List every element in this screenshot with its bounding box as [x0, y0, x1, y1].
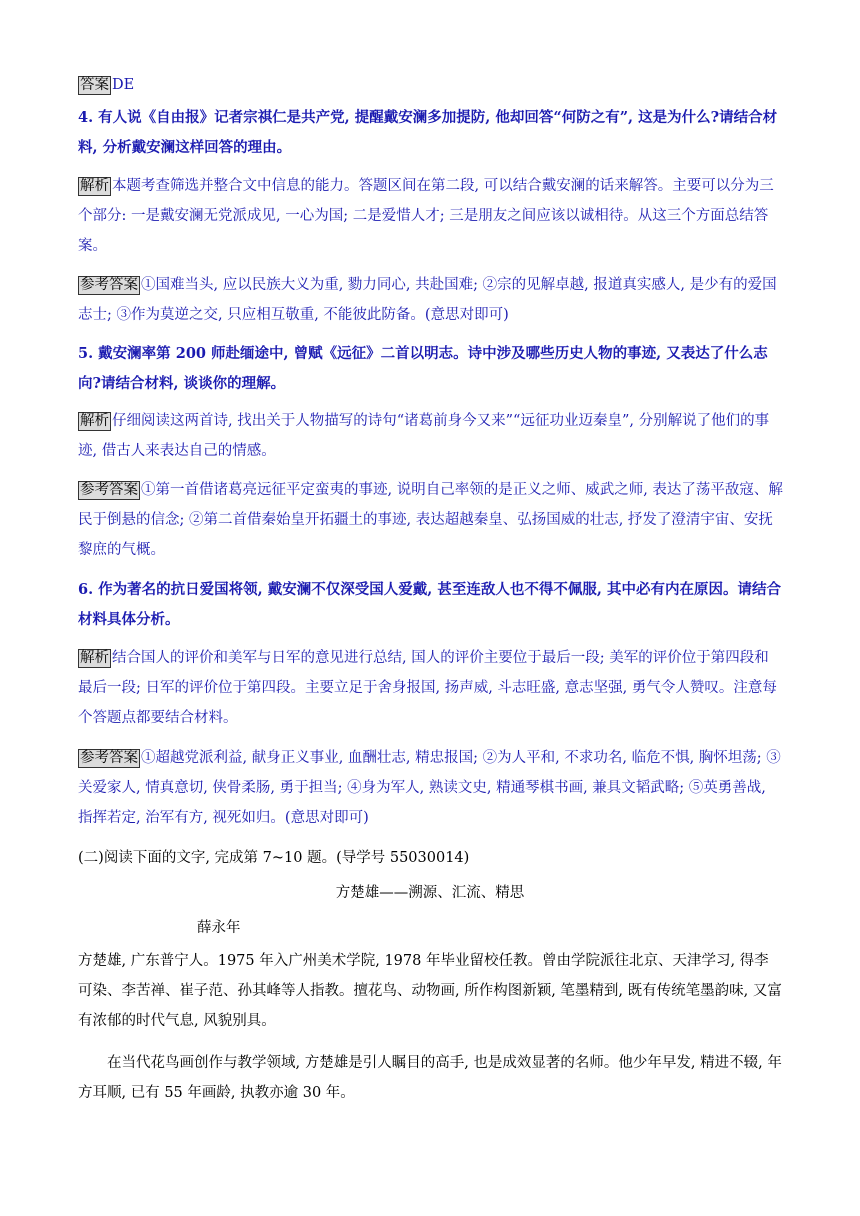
q6-analysis-line	[78, 643, 783, 733]
q5-answer: ①第一首借诸葛亮远征平定蛮夷的事迹, 说明自己率领的是正义之师、威武之师, 表达了荡平敌寇、解民于倒悬的信念; ②第二首借秦始皇开拓疆土的事迹, 表达超越秦皇、弘扬国威的壮志, 抒发了澄清宇宙、安抚黎庶的气概。	[78, 482, 783, 558]
analysis-tag: 解析	[80, 413, 109, 429]
ref-answer-tag: 参考答案	[80, 277, 138, 293]
ref-answer-tag: 参考答案	[80, 482, 138, 498]
q6-analysis: 结合国人的评价和美军与日军的意见进行总结, 国人的评价主要位于最后一段; 美军的评价位于第四段和最后一段; 日军的评价位于第四段。主要立足于舍身报国, 扬声威, 斗志旺盛, 意志坚强, 勇气令人赞叹。注意每个答题点都要结合材料。	[78, 650, 777, 726]
q4-analysis: 本题考查筛选并整合文中信息的能力。答题区间在第二段, 可以结合戴安澜的话来解答。主要可以分为三个部分: 一是戴安澜无党派成见, 一心为国; 二是爱惜人才; 三是朋友之间应该以诚相待。从这三个方面总结答案。	[78, 178, 774, 254]
q3-answer-line	[78, 70, 783, 100]
q6-answer: ①超越党派利益, 献身正义事业, 血酬壮志, 精忠报国; ②为人平和, 不求功名, 临危不惧, 胸怀坦荡; ③关爱家人, 情真意切, 侠骨柔肠, 勇于担当; ④身为军人, 熟读文史, 精通琴棋书画, 兼具文韬武略; ⑤英勇善战, 指挥若定, 治军有方, 视死如归。(意思对即可)	[78, 750, 781, 826]
article-paragraph-2: 在当代花鸟画创作与教学领域, 方楚雄是引人瞩目的高手, 也是成效显著的名师。他少年早发, 精进不辍, 年方耳顺, 已有 55 年画龄, 执教亦逾 30 年。	[78, 1055, 782, 1101]
q4-answer-line	[78, 270, 783, 330]
q5-analysis: 仔细阅读这两首诗, 找出关于人物描写的诗句“诸葛前身今又来”“远征功业迈秦皇”, 分别解说了他们的事迹, 借古人来表达自己的情感。	[78, 413, 770, 459]
analysis-tag: 解析	[80, 178, 109, 194]
q4-answer: ①国难当头, 应以民族大义为重, 勠力同心, 共赴国难; ②宗的见解卓越, 报道真实感人, 是少有的爱国志士; ③作为莫逆之交, 只应相互敬重, 不能彼此防备。(意思对即可)	[78, 277, 777, 323]
q3-answer: DE	[112, 77, 135, 93]
q5-analysis-line	[78, 406, 783, 466]
q5-question: 5. 戴安澜率第 200 师赴缅途中, 曾赋《远征》二首以明志。诗中涉及哪些历史人物的事迹, 又表达了什么志向?请结合材料, 谈谈你的理解。	[78, 345, 768, 392]
q4-question: 4. 有人说《自由报》记者宗祺仁是共产党, 提醒戴安澜多加提防, 他却回答“何防之有”, 这是为什么?请结合材料, 分析戴安澜这样回答的理由。	[78, 109, 778, 156]
q6-question: 6. 作为著名的抗日爱国将领, 戴安澜不仅深受国人爱戴, 甚至连敌人也不得不佩服, 其中必有内在原因。请结合材料具体分析。	[78, 581, 781, 628]
article-title: 方楚雄——溯源、汇流、精思	[335, 885, 525, 901]
article-paragraph-1: 方楚雄, 广东普宁人。1975 年入广州美术学院, 1978 年毕业留校任教。曾由学院派往北京、天津学习, 得李可染、李苦禅、崔子范、孙其峰等人指教。擅花鸟、动物画, 所作构图新颖, 笔墨精到, 既有传统笔墨韵味, 又富有浓郁的时代气息, 风貌别具。	[78, 953, 782, 1029]
article-author: 薛永年	[197, 920, 241, 936]
analysis-tag: 解析	[80, 650, 109, 666]
q5-answer-line	[78, 475, 783, 565]
ref-answer-tag: 参考答案	[80, 750, 138, 766]
q4-analysis-line	[78, 171, 783, 261]
section2-intro: (二)阅读下面的文字, 完成第 7~10 题。(导学号 55030014)	[78, 850, 470, 866]
q6-answer-line	[78, 743, 783, 833]
answer-tag: 答案	[80, 77, 109, 93]
